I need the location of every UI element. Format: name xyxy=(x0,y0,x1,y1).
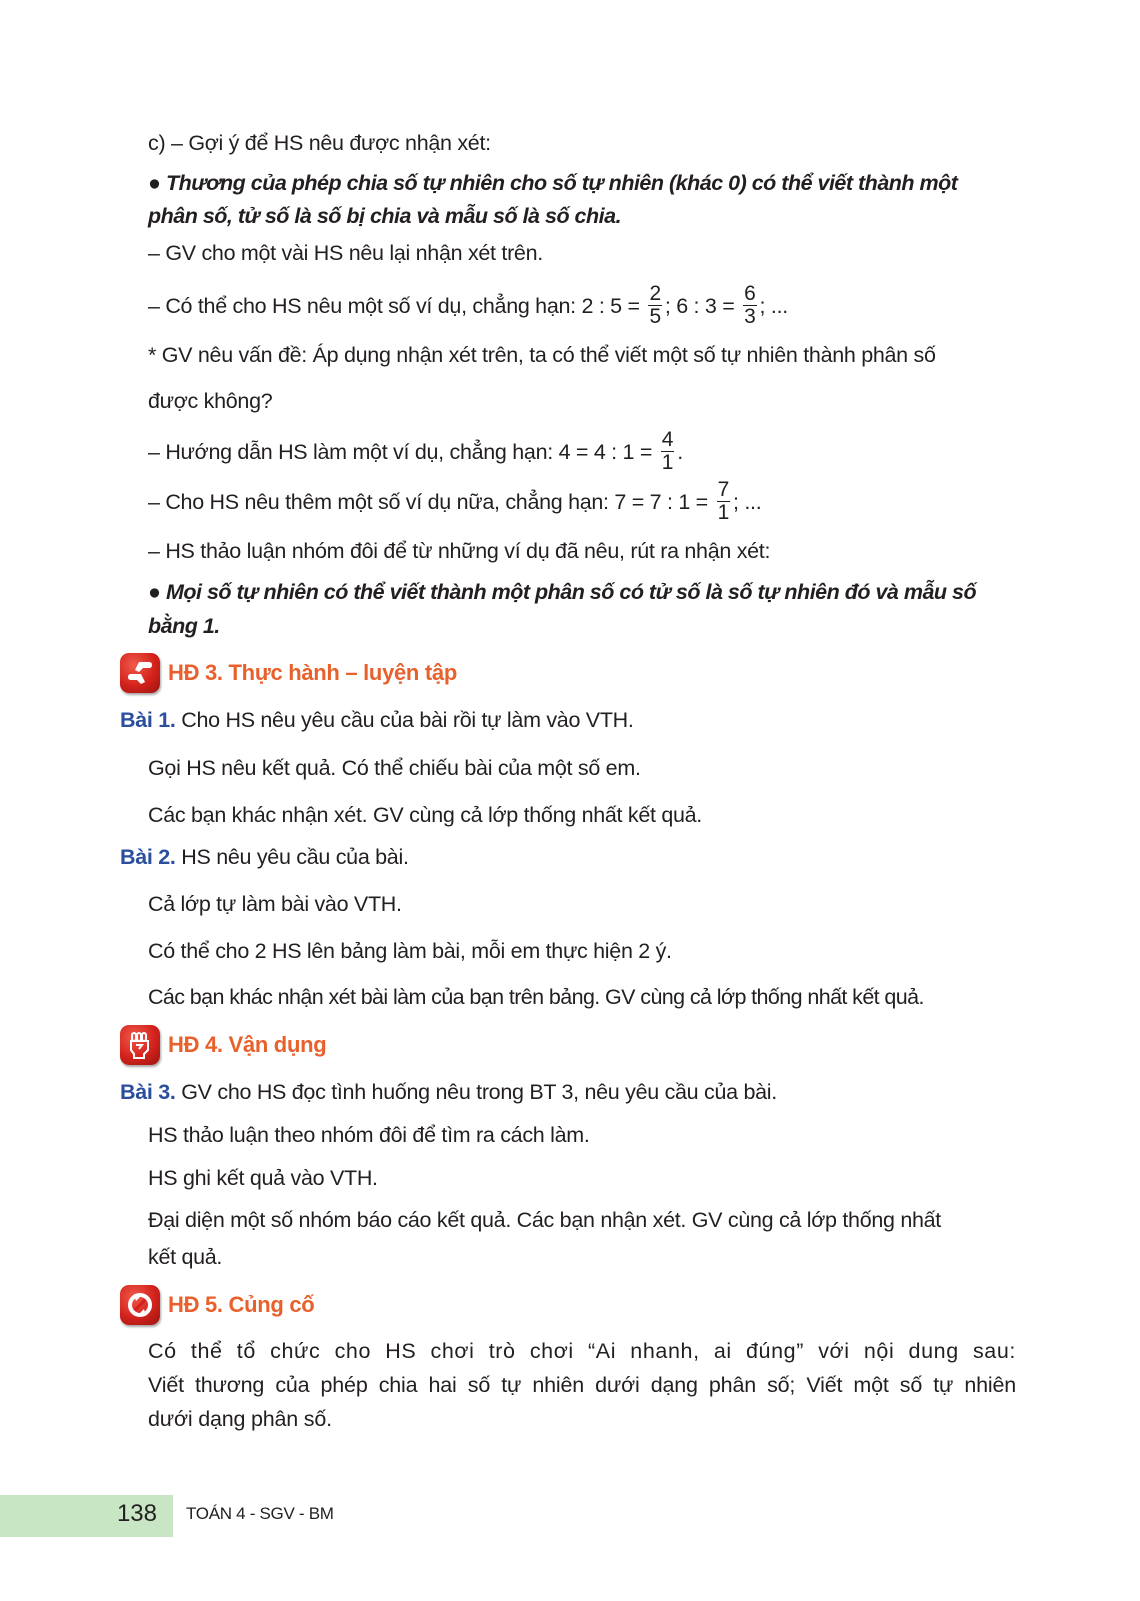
intro-line: c) – Gợi ý để HS nêu được nhận xét: xyxy=(148,131,491,155)
page-number: 138 xyxy=(116,1500,157,1527)
repeat-line: – GV cho một vài HS nêu lại nhận xét trên. xyxy=(148,241,543,265)
fraction-numerator: 6 xyxy=(744,281,756,305)
more-examples-line xyxy=(148,477,761,527)
bai2-detail: Các bạn khác nhận xét bài làm của bạn trên bảng. GV cùng cả lớp thống nhất kết quả. xyxy=(148,985,924,1009)
hd3-title: HĐ 3. Thực hành – luyện tập xyxy=(168,660,457,685)
examples-prefix: – Có thể cho HS nêu một số ví dụ, chẳng hạn: 2 : 5 = xyxy=(148,294,640,318)
fraction-numerator: 7 xyxy=(717,477,730,501)
fraction-denominator: 3 xyxy=(744,304,756,328)
fraction-denominator: 5 xyxy=(649,304,661,328)
fraction-7-1 xyxy=(717,479,730,524)
fraction-numerator: 4 xyxy=(661,427,674,451)
refresh-icon xyxy=(120,1285,160,1325)
bai2-line xyxy=(120,844,409,870)
bai2-label: Bài 2. xyxy=(120,845,176,869)
bai3-detail: kết quả. xyxy=(148,1245,223,1269)
bai3-line xyxy=(120,1079,777,1105)
question-line1: * GV nêu vấn đề: Áp dụng nhận xét trên, ta có thể viết một số tự nhiên thành phân số xyxy=(148,343,936,367)
examples-suffix: ; ... xyxy=(759,294,788,318)
rule1-line1: ● Thương của phép chia số tự nhiên cho số tự nhiên (khác 0) có thể viết thành một xyxy=(148,171,958,195)
rule2-line1: ● Mọi số tự nhiên có thể viết thành một phân số có tử số là số tự nhiên đó và mẫu số xyxy=(148,580,977,604)
more-suffix: ; ... xyxy=(733,490,762,514)
fraction-denominator: 1 xyxy=(661,450,674,474)
hd5-para-line2: Viết thương của phép chia hai số tự nhiên dưới dạng phân số; Viết một số tự nhiên xyxy=(148,1373,1016,1397)
bai1-text: Cho HS nêu yêu cầu của bài rồi tự làm vào VTH. xyxy=(181,708,634,732)
hd4-title: HĐ 4. Vận dụng xyxy=(168,1032,327,1057)
discuss-line: – HS thảo luận nhóm đôi để từ những ví dụ đã nêu, rút ra nhận xét: xyxy=(148,539,771,563)
guide-line xyxy=(148,427,683,477)
hd4-heading xyxy=(120,1025,326,1065)
fraction-4-1 xyxy=(661,429,674,474)
bai3-detail: HS thảo luận theo nhóm đôi để tìm ra cách làm. xyxy=(148,1123,590,1147)
fist-icon xyxy=(120,1025,160,1065)
hd5-para-line3: dưới dạng phân số. xyxy=(148,1407,332,1431)
bai2-detail: Có thể cho 2 HS lên bảng làm bài, mỗi em thực hiện 2 ý. xyxy=(148,939,672,963)
hd5-para-line1: Có thể tổ chức cho HS chơi trò chơi “Ai nhanh, ai đúng” với nội dung sau: xyxy=(148,1339,1016,1363)
bai1-detail: Gọi HS nêu kết quả. Có thể chiếu bài của một số em. xyxy=(148,756,641,780)
bai3-detail: Đại diện một số nhóm báo cáo kết quả. Các bạn nhận xét. GV cùng cả lớp thống nhất xyxy=(148,1208,941,1232)
guide-prefix: – Hướng dẫn HS làm một ví dụ, chẳng hạn: 4 = 4 : 1 = xyxy=(148,440,653,464)
bai3-detail: HS ghi kết quả vào VTH. xyxy=(148,1166,378,1190)
more-prefix: – Cho HS nêu thêm một số ví dụ nữa, chẳng hạn: 7 = 7 : 1 = xyxy=(148,490,708,514)
bai1-detail: Các bạn khác nhận xét. GV cùng cả lớp thống nhất kết quả. xyxy=(148,803,702,827)
examples-mid: ; 6 : 3 = xyxy=(664,294,735,318)
fraction-2-5 xyxy=(648,283,661,328)
hd3-heading xyxy=(120,653,457,693)
examples-line xyxy=(148,281,788,331)
question-line2: được không? xyxy=(148,389,273,413)
rule2-line2: bằng 1. xyxy=(148,614,220,638)
bai1-label: Bài 1. xyxy=(120,708,176,732)
hd5-title: HĐ 5. Củng cố xyxy=(168,1292,315,1317)
bai1-line xyxy=(120,707,634,733)
hands-icon xyxy=(120,653,160,693)
guide-suffix: . xyxy=(677,440,683,464)
fraction-numerator: 2 xyxy=(649,281,661,305)
bai3-label: Bài 3. xyxy=(120,1080,176,1104)
fraction-6-3 xyxy=(743,283,756,328)
hd5-paragraph xyxy=(148,1334,1016,1436)
hd5-heading xyxy=(120,1285,314,1325)
bai2-text: HS nêu yêu cầu của bài. xyxy=(181,845,409,869)
bai2-detail: Cả lớp tự làm bài vào VTH. xyxy=(148,892,402,916)
bai3-text: GV cho HS đọc tình huống nêu trong BT 3, nêu yêu cầu của bài. xyxy=(181,1080,777,1104)
footer-page-bar xyxy=(0,1495,173,1537)
footer-book-title: TOÁN 4 - SGV - BM xyxy=(186,1504,334,1523)
fraction-denominator: 1 xyxy=(717,500,730,524)
rule1-line2: phân số, tử số là số bị chia và mẫu số là số chia. xyxy=(148,204,622,228)
